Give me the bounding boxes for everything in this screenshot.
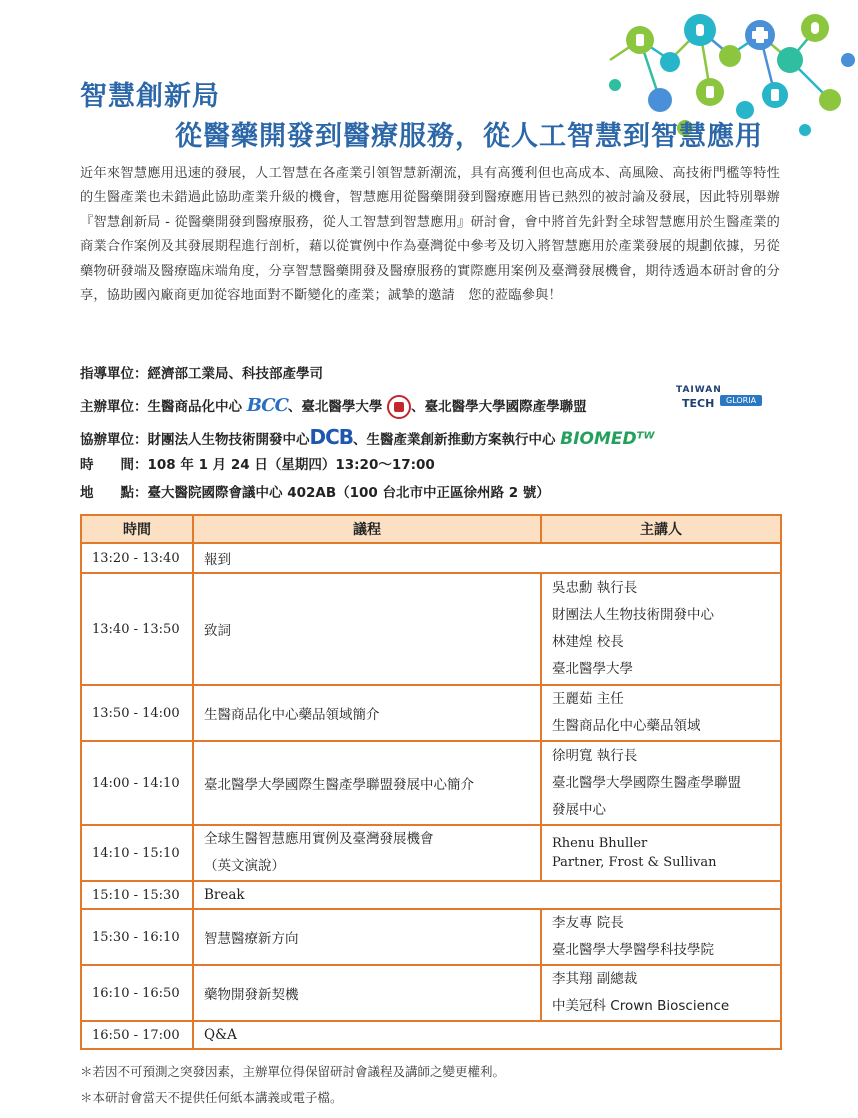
table-row (81, 965, 781, 1021)
row-topic: 致詞 (193, 573, 541, 685)
row-time: 16:50 - 17:00 (81, 1021, 193, 1049)
table-row (81, 909, 781, 965)
table-row (81, 543, 781, 573)
row-topic (193, 825, 541, 881)
host-separator: 、 (287, 399, 302, 415)
header-speaker: 主講人 (541, 515, 781, 543)
speaker-line: 吳忠勳 執行長 (552, 580, 638, 596)
taiwan-tech-gloria-logo (672, 385, 782, 413)
table-row (81, 881, 781, 909)
row-topic: 生醫商品化中心藥品領域簡介 (193, 685, 541, 741)
page-title: 智慧創新局 (80, 81, 220, 112)
host-unit-tmu: 臺北醫學大學 (301, 399, 383, 415)
row-speakers (541, 909, 781, 965)
biomed-logo-suffix: TW (636, 430, 655, 442)
speaker-line: 財團法人生物技術開發中心 (552, 607, 714, 623)
logo-tech: TECH (682, 397, 715, 410)
page-subtitle: 從醫藥開發到醫療服務，從人工智慧到智慧應用 (175, 121, 763, 152)
header-topic: 議程 (193, 515, 541, 543)
co-label: 協辦單位： (80, 432, 148, 448)
table-row (81, 1021, 781, 1049)
row-topic: Q&A (193, 1021, 781, 1049)
row-time: 15:10 - 15:30 (81, 881, 193, 909)
intro-paragraph: 近年來智慧應用迅速的發展，人工智慧在各產業引領智慧新潮流，具有高獲利但也高成本、高風險、高技術門檻等特性的生醫產業也未錯過此協助產業升級的機會，智慧應用從醫藥開發到醫療應用皆已熱烈的被討論及發展，因此特別舉辦『智慧創新局 - 從醫藥開發到醫療服務，從人工智慧到智慧應用』研討會，會中將首先針對全球智慧應用於生醫產業的商業合作案例及其發展期程進行剖析，藉以從實例中作為臺灣從中參考及切入將智慧應用於產業發展的規劃依據，另從藥物研發端及醫療臨床端角度，分享智慧醫藥開發及醫療服務的實際應用案例及臺灣發展機會，期待透過本研討會的分享，協助國內廠商更加從容地面對不斷變化的產業；誠摯的邀請 您的蒞臨參與！ (80, 166, 780, 304)
co-unit-dcb: 財團法人生物技術開發中心 (147, 432, 310, 448)
row-time: 14:00 - 14:10 (81, 741, 193, 825)
host-separator: 、 (411, 399, 425, 415)
row-topic: 臺北醫學大學國際生醫產學聯盟發展中心簡介 (193, 741, 541, 825)
table-row (81, 573, 781, 685)
agenda-table (80, 514, 782, 1050)
speaker-line: 徐明寬 執行長 (552, 747, 638, 764)
biomed-logo: BIOMED (560, 429, 637, 449)
host-unit-alliance: 臺北醫學大學國際產學聯盟 (424, 399, 587, 415)
row-speakers (541, 965, 781, 1021)
header-time: 時間 (81, 515, 193, 543)
table-row (81, 741, 781, 825)
event-time: 時 間：108 年 1 月 24 日（星期四）13:20～17:00 (80, 457, 435, 473)
agenda-header-row (81, 515, 781, 543)
speaker-line: 李其翔 副總裁 (552, 971, 638, 987)
row-speakers (541, 573, 781, 685)
event-location: 地 點：臺大醫院國際會議中心 402AB（100 台北市中正區徐州路 2 號） (80, 485, 550, 501)
speaker-line: 林建煌 校長 (552, 634, 624, 650)
tmu-seal-icon (387, 395, 411, 419)
row-time: 13:50 - 14:00 (81, 685, 193, 741)
host-unit-bcc: 生醫商品化中心 (147, 399, 242, 415)
row-time: 16:10 - 16:50 (81, 965, 193, 1021)
host-units (80, 395, 587, 419)
speaker-line: 臺北醫學大學國際生醫產學聯盟 (552, 774, 741, 791)
speaker-line: 李友專 院長 (552, 915, 624, 931)
row-speakers (541, 741, 781, 825)
speaker-line: 臺北醫學大學醫學科技學院 (552, 942, 714, 958)
speaker-line: 發展中心 (552, 801, 606, 818)
footnote-1: ＊若因不可預測之突發因素，主辦單位得保留研討會議程及講師之變更權利。 (80, 1064, 506, 1079)
dcb-logo: DCB (309, 425, 354, 449)
row-speakers (541, 825, 781, 881)
row-speakers (541, 685, 781, 741)
row-topic: Break (193, 881, 781, 909)
speaker-line: 臺北醫學大學 (552, 661, 633, 677)
host-label: 主辦單位： (80, 399, 148, 415)
bcc-logo: BCC (246, 395, 288, 416)
topic-line: （英文演說） (204, 858, 285, 874)
row-time: 15:30 - 16:10 (81, 909, 193, 965)
table-row (81, 685, 781, 741)
co-organizers (80, 425, 654, 449)
topic-line: 全球生醫智慧應用實例及臺灣發展機會 (204, 831, 434, 847)
row-topic: 報到 (193, 543, 781, 573)
co-separator: 、 (353, 432, 367, 448)
row-time: 13:40 - 13:50 (81, 573, 193, 685)
row-topic: 智慧醫療新方向 (193, 909, 541, 965)
row-topic: 藥物開發新契機 (193, 965, 541, 1021)
speaker-line: 中美冠科 Crown Bioscience (552, 998, 730, 1014)
logo-gloria: GLORIA (720, 395, 762, 406)
row-time: 13:20 - 13:40 (81, 543, 193, 573)
speaker-line: 生醫商品化中心藥品領域 (552, 718, 701, 734)
co-unit-biomed: 生醫產業創新推動方案執行中心 (366, 432, 556, 448)
speaker-line: Rhenu Bhuller (552, 836, 648, 851)
row-time: 14:10 - 15:10 (81, 825, 193, 881)
footnote-2: ＊本研討會當天不提供任何紙本講義或電子檔。 (80, 1090, 343, 1105)
speaker-line: 王麗茹 主任 (552, 691, 624, 707)
table-row (81, 825, 781, 881)
speaker-line: Partner, Frost & Sullivan (552, 855, 717, 870)
guide-units: 指導單位：經濟部工業局、科技部產學司 (80, 366, 323, 382)
logo-taiwan: TAIWAN (676, 385, 722, 395)
